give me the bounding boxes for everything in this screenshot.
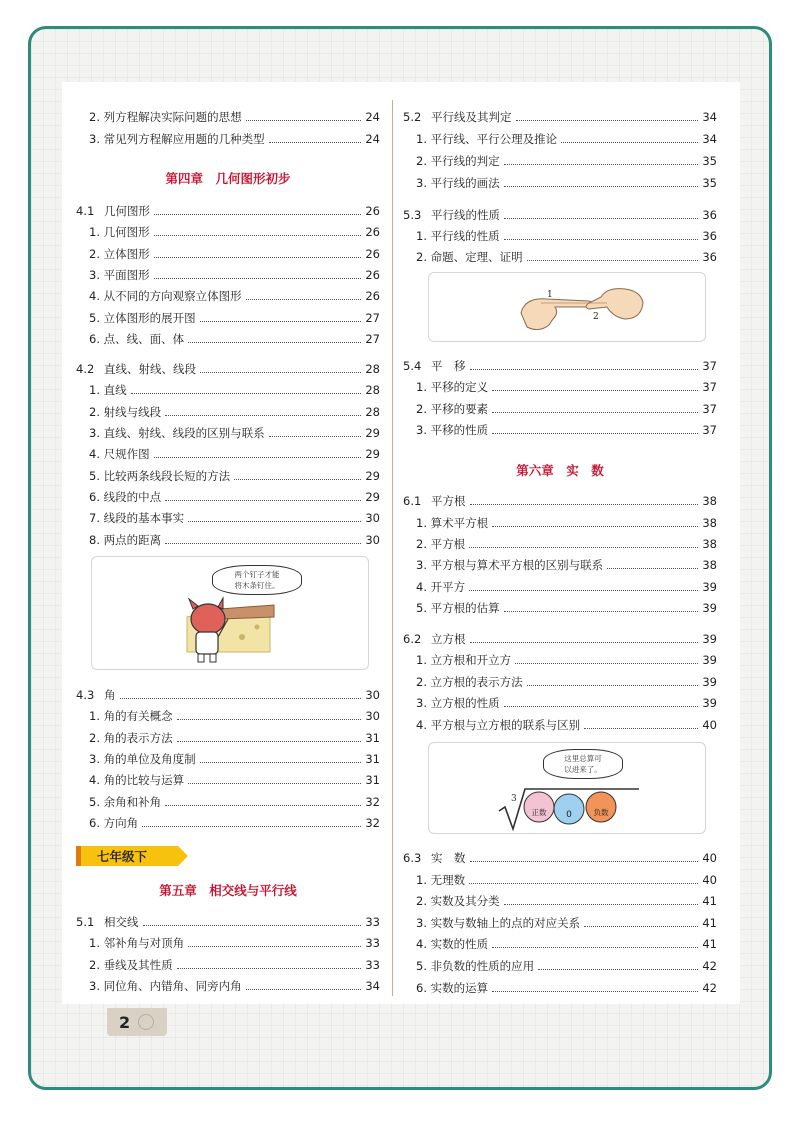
toc-item[interactable]: 6. 方向角 32: [89, 816, 380, 830]
toc-item[interactable]: 6. 点、线、面、体 27: [89, 332, 380, 346]
ball-label-negative: 负数: [593, 808, 609, 817]
toc-section-6-3[interactable]: 6.3 实 数 40: [403, 851, 717, 865]
toc-item[interactable]: 2. 射线与线段 28: [89, 405, 380, 419]
toc-item[interactable]: 2. 立方根的表示方法 39: [416, 675, 717, 689]
toc-item[interactable]: 3. 常见列方程解应用题的几种类型 24: [89, 132, 380, 146]
toc-item[interactable]: 8. 两点的距离 30: [89, 533, 380, 547]
toc-item[interactable]: 4. 从不同的方向观察立体图形 26: [89, 289, 380, 303]
toc-item[interactable]: 1. 几何图形 26: [89, 225, 380, 239]
toc-item[interactable]: 1. 平行线的性质 36: [416, 229, 717, 243]
toc-item[interactable]: 5. 非负数的性质的应用 42: [416, 959, 717, 973]
toc-item[interactable]: 6. 实数的运算 42: [416, 981, 717, 995]
toc-item[interactable]: 4. 平方根与立方根的联系与区别 40: [416, 718, 717, 732]
speech-bubble: 这里总算可 以进来了。: [543, 749, 623, 779]
toc-item[interactable]: 3. 直线、射线、线段的区别与联系 29: [89, 426, 380, 440]
smiley-icon: [138, 1014, 154, 1030]
ball-label-zero: 0: [566, 810, 572, 820]
toc-item[interactable]: 4. 角的比较与运算 31: [89, 773, 380, 787]
toc-item[interactable]: 1. 无理数 40: [416, 873, 717, 887]
toc-item[interactable]: 4. 实数的性质 41: [416, 937, 717, 951]
toc-item[interactable]: 2. 平方根 38: [416, 537, 717, 551]
root-index: 3: [511, 794, 517, 804]
toc-item[interactable]: 1. 平移的定义 37: [416, 380, 717, 394]
toc-item[interactable]: 5. 平方根的估算 39: [416, 601, 717, 615]
toc-item[interactable]: 1. 平行线、平行公理及推论 34: [416, 132, 717, 146]
nail-board-illustration: [91, 556, 369, 670]
toc-section-4-3[interactable]: 4.3 角 30: [76, 688, 380, 702]
toc-item[interactable]: 1. 角的有关概念 30: [89, 709, 380, 723]
toc-item[interactable]: 2. 立体图形 26: [89, 247, 380, 261]
toc-item[interactable]: 2. 平行线的判定 35: [416, 154, 717, 168]
toc-item[interactable]: 3. 平行线的画法 35: [416, 176, 717, 190]
column-divider: [392, 100, 393, 996]
toc-item[interactable]: 3. 平方根与算术平方根的区别与联系 38: [416, 558, 717, 572]
toc-item[interactable]: 2. 列方程解决实际问题的思想 24: [89, 110, 380, 124]
toc-item[interactable]: 7. 线段的基本事实 30: [89, 511, 380, 525]
toc-item[interactable]: 3. 平移的性质 37: [416, 423, 717, 437]
toc-item[interactable]: 5. 立体图形的展开图 27: [89, 311, 380, 325]
toc-item[interactable]: 1. 直线 28: [89, 383, 380, 397]
finger-label-2: 2: [593, 312, 599, 322]
cube-root-illustration: [428, 742, 706, 834]
toc-item[interactable]: 2. 命题、定理、证明 36: [416, 250, 717, 264]
toc-item[interactable]: 4. 开平方 39: [416, 580, 717, 594]
toc-section-4-2[interactable]: 4.2 直线、射线、线段 28: [76, 362, 380, 376]
toc-section-5-4[interactable]: 5.4 平 移 37: [403, 359, 717, 373]
toc-item[interactable]: 1. 算术平方根 38: [416, 516, 717, 530]
toc-item[interactable]: 3. 实数与数轴上的点的对应关系 41: [416, 916, 717, 930]
toc-item[interactable]: 2. 平移的要素 37: [416, 402, 717, 416]
speech-bubble: 两个钉子才能 将木条钉住。: [212, 565, 302, 595]
toc-item[interactable]: 2. 实数及其分类 41: [416, 894, 717, 908]
toc-section-4-1[interactable]: 4.1 几何图形 26: [76, 204, 380, 218]
page-number: 2: [119, 1012, 131, 1032]
toc-section-5-1[interactable]: 5.1 相交线 33: [76, 915, 380, 929]
toc-item[interactable]: 1. 立方根和开立方 39: [416, 653, 717, 667]
toc-item[interactable]: 4. 尺规作图 29: [89, 447, 380, 461]
parallel-fingers-icon: [429, 273, 707, 343]
toc-section-5-3[interactable]: 5.3 平行线的性质 36: [403, 208, 717, 222]
toc-section-5-2[interactable]: 5.2 平行线及其判定 34: [403, 110, 717, 124]
page-number-tab: [107, 1008, 167, 1036]
chapter-5-title: 第五章 相交线与平行线: [159, 883, 297, 898]
toc-item[interactable]: 2. 角的表示方法 31: [89, 731, 380, 745]
toc-item[interactable]: 1. 邻补角与对顶角 33: [89, 936, 380, 950]
chapter-6-title: 第六章 实 数: [516, 463, 604, 478]
toc-item[interactable]: 3. 角的单位及角度制 31: [89, 752, 380, 766]
toc-item[interactable]: 5. 比较两条线段长短的方法 29: [89, 469, 380, 483]
toc-section-6-2[interactable]: 6.2 立方根 39: [403, 632, 717, 646]
toc-item[interactable]: 3. 立方根的性质 39: [416, 696, 717, 710]
fingers-illustration: [428, 272, 706, 342]
grade-banner: 七年级下: [76, 846, 178, 866]
chapter-4-title: 第四章 几何图形初步: [165, 171, 291, 186]
toc-section-6-1[interactable]: 6.1 平方根 38: [403, 494, 717, 508]
toc-item[interactable]: 3. 平面图形 26: [89, 268, 380, 282]
toc-item[interactable]: 6. 线段的中点 29: [89, 490, 380, 504]
toc-item[interactable]: 2. 垂线及其性质 33: [89, 958, 380, 972]
finger-label-1: 1: [547, 290, 553, 300]
toc-item[interactable]: 5. 余角和补角 32: [89, 795, 380, 809]
ball-label-positive: 正数: [531, 808, 547, 817]
toc-item[interactable]: 3. 同位角、内错角、同旁内角 34: [89, 979, 380, 993]
